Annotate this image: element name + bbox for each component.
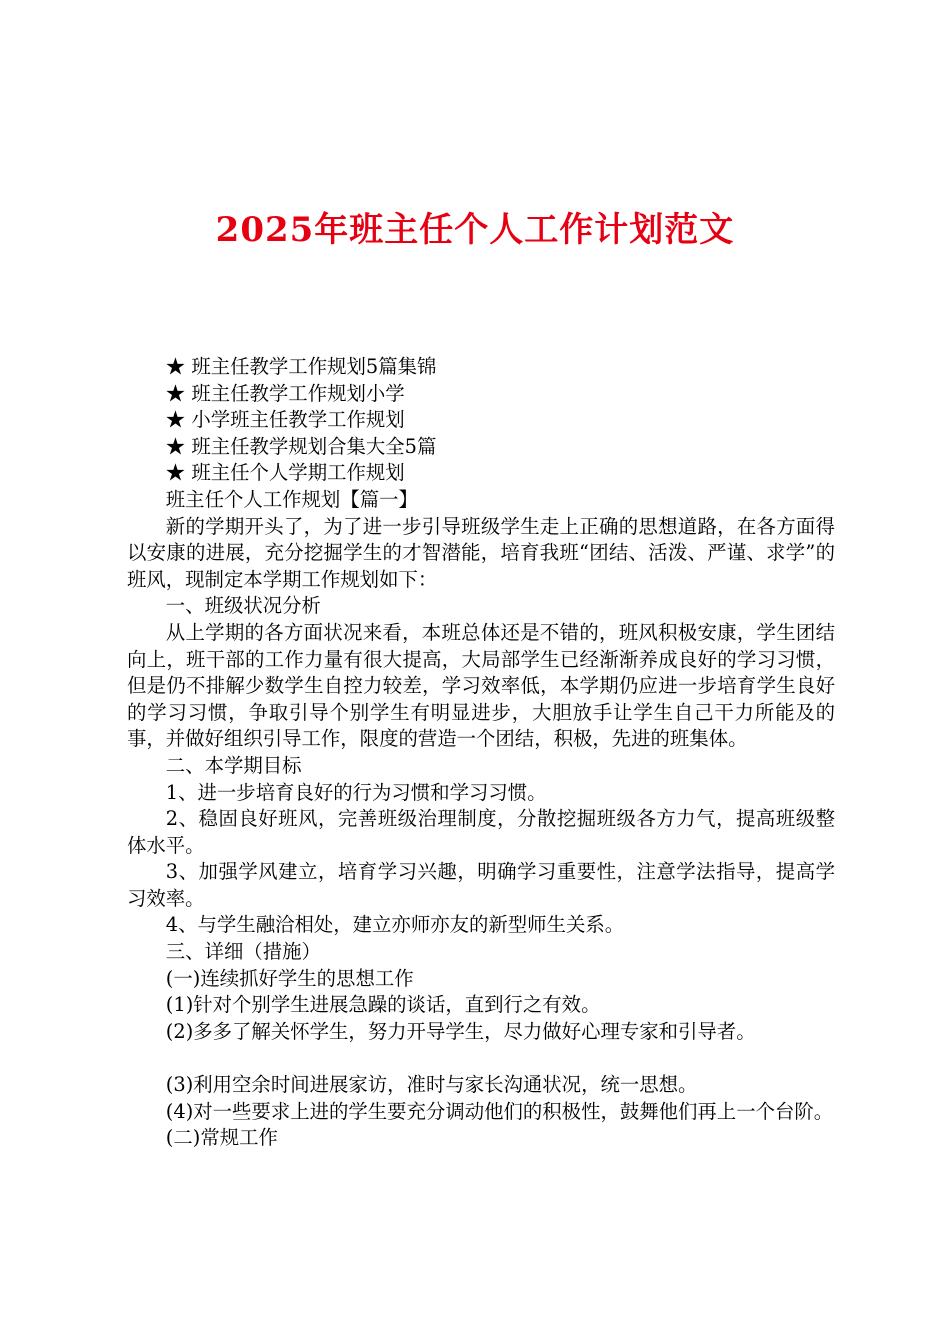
goal-item-3: 3、加强学风建立，培育学习兴趣，明确学习重要性，注意学法指导，提高学习效率。 xyxy=(127,860,835,910)
section-heading-goals: 二、本学期目标 xyxy=(165,753,302,777)
class-analysis-paragraph: 从上学期的各方面状况来看，本班总体还是不错的，班风积极安康，学生团结向上，班干部的工作力量有很大提高，大局部学生已经渐渐养成良好的学习习惯，但是仍不排解少数学生自控力较差，学习效率低，本学期仍应进一步培育学生良好的学习习惯，争取引导个别学生有明显进步，大胆放手让学生自己干力所能及的事，并做好组织引导工作，限度的营造一个团结，积极，先进的班集体。 xyxy=(127,620,835,751)
goal-item-1: 1、进一步培育良好的行为习惯和学习习惯。 xyxy=(165,780,547,804)
related-link-1[interactable]: ★ 班主任教学工作规划5篇集锦 xyxy=(165,355,437,378)
related-link-2[interactable]: ★ 班主任教学工作规划小学 xyxy=(165,381,405,405)
subsection-heading-routine-work: (二)常规工作 xyxy=(165,1126,278,1150)
measure-item-4: (4)对一些要求上进的学生要充分调动他们的积极性，鼓舞他们再上一个台阶。 xyxy=(165,1099,834,1123)
related-link-4[interactable]: ★ 班主任教学规划合集大全5篇 xyxy=(165,434,437,458)
measure-item-2: (2)多多了解关怀学生，努力开导学生，尽力做好心理专家和引导者。 xyxy=(165,1019,756,1043)
section-heading-class-analysis: 一、班级状况分析 xyxy=(165,594,321,618)
document-body xyxy=(127,354,835,1152)
section-heading-measures: 三、详细（措施） xyxy=(165,940,321,964)
blank-line xyxy=(127,1045,835,1072)
intro-paragraph: 新的学期开头了，为了进一步引导班级学生走上正确的思想道路，在各方面得以安康的进展，充分挖掘学生的才智潜能，培育我班“团结、活泼、严谨、求学”的班风，现制定本学期工作规划如下： xyxy=(127,514,835,591)
goal-item-4: 4、与学生融洽相处，建立亦师亦友的新型师生关系。 xyxy=(165,913,625,937)
section-heading-part-one: 班主任个人工作规划【篇一】 xyxy=(165,487,418,511)
subsection-heading-thought-work: (一)连续抓好学生的思想工作 xyxy=(165,966,414,990)
measure-item-1: (1)针对个别学生进展急躁的谈话，直到行之有效。 xyxy=(165,993,601,1017)
document-title: 2025年班主任个人工作计划范文 xyxy=(215,210,735,250)
measure-item-3: (3)利用空余时间进展家访，准时与家长沟通状况，统一思想。 xyxy=(165,1073,698,1097)
related-link-5[interactable]: ★ 班主任个人学期工作规划 xyxy=(165,461,405,485)
related-link-3[interactable]: ★ 小学班主任教学工作规划 xyxy=(165,408,405,432)
goal-item-2: 2、稳固良好班风，完善班级治理制度，分散挖掘班级各方力气，提高班级整体水平。 xyxy=(127,807,835,857)
